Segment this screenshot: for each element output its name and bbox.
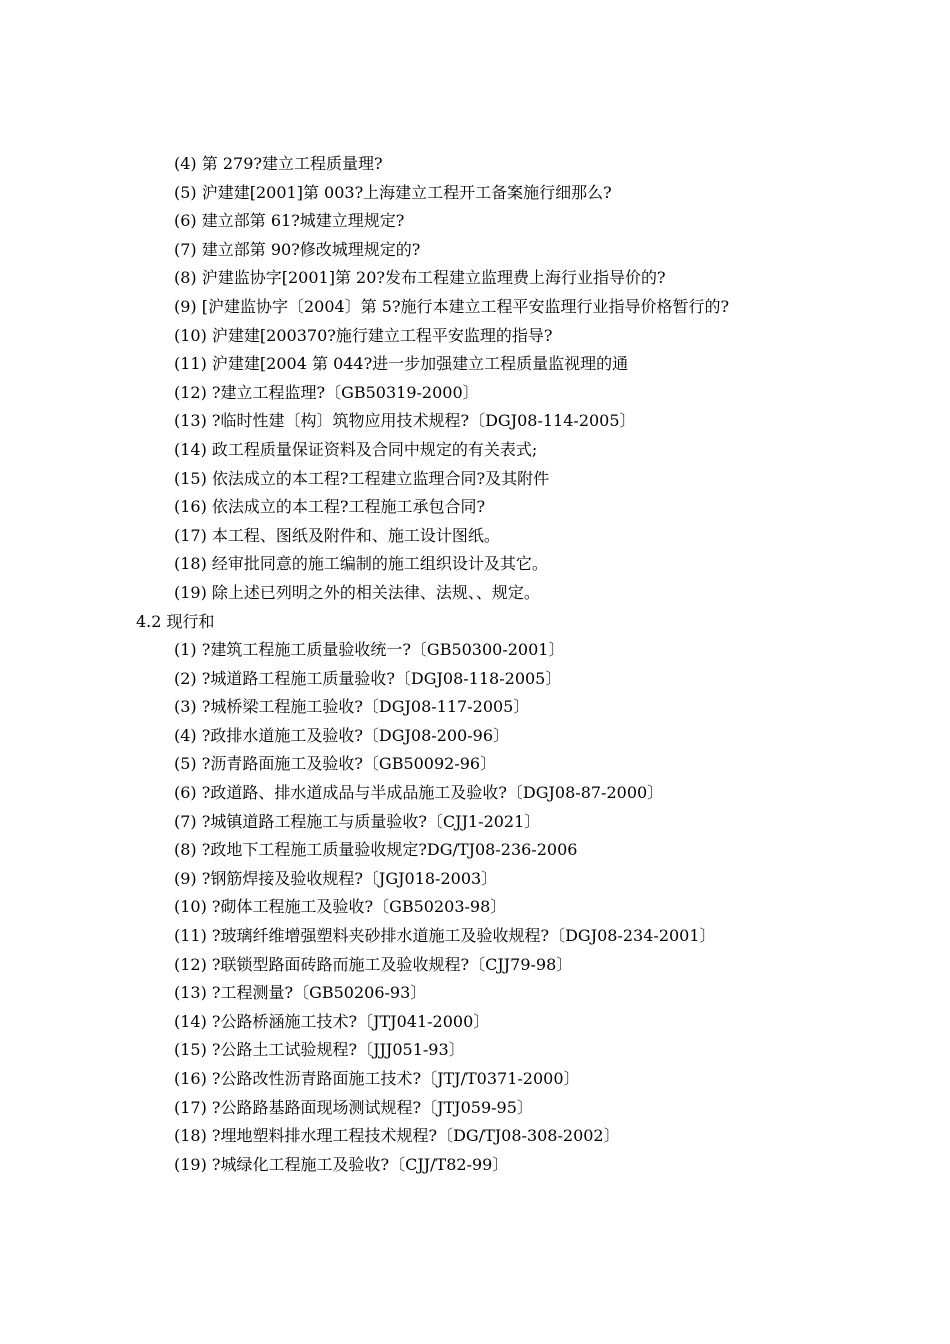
document-page: [0, 150, 950, 1179]
list-item: (3) ?城桥梁工程施工验收?〔DGJ08-117-2005〕: [174, 697, 530, 717]
list-item: (19) ?城绿化工程施工及验收?〔CJJ/T82-99〕: [174, 1154, 509, 1174]
list-item: (4) 第 279?建立工程质量理?: [174, 154, 383, 173]
list-item: (11) 沪建建[2004 第 044?进一步加强建立工程质量监视理的通: [174, 354, 629, 374]
list-item: (6) ?政道路、排水道成品与半成品施工及验收?〔DGJ08-87-2000〕: [174, 783, 664, 803]
list-item: (14) ?公路桥涵施工技术?〔JTJ041-2000〕: [174, 1011, 490, 1031]
list-item: (9) ?钢筋焊接及验收规程?〔JGJ018-2003〕: [174, 868, 498, 888]
list-item: (2) ?城道路工程施工质量验收?〔DGJ08-118-2005〕: [174, 668, 562, 688]
list-item: (10) ?砌体工程施工及验收?〔GB50203-98〕: [174, 897, 507, 917]
list-item: (9) [沪建监协字〔2004〕第 5?施行本建立工程平安监理行业指导价格暂行的?: [174, 296, 730, 316]
list-item: (19) 除上述已列明之外的相关法律、法规、、规定。: [174, 582, 540, 602]
list-item: (12) ?联锁型路面砖路而施工及验收规程?〔CJJ79-98〕: [174, 954, 573, 974]
list-item: (13) ?工程测量?〔GB50206-93〕: [174, 983, 427, 1003]
reference-list-section-2: [0, 636, 950, 1179]
list-item: (17) ?公路路基路面现场测试规程?〔JTJ059-95〕: [174, 1097, 533, 1117]
list-item: (15) ?公路土工试验规程?〔JJJ051-93〕: [174, 1040, 465, 1060]
list-item: (5) ?沥青路面施工及验收?〔GB50092-96〕: [174, 754, 497, 774]
reference-list-section-1: [0, 150, 950, 608]
list-item: (16) ?公路改性沥青路面施工技术?〔JTJ/T0371-2000〕: [174, 1069, 580, 1088]
list-item: (18) 经审批同意的施工编制的施工组织设计及其它。: [174, 554, 548, 574]
list-item: (16) 依法成立的本工程?工程施工承包合同?: [174, 497, 486, 517]
list-item: (8) 沪建监协字[2001]第 20?发布工程建立监理费上海行业指导价的?: [174, 268, 666, 288]
list-item: (4) ?政排水道施工及验收?〔DGJ08-200-96〕: [174, 725, 510, 745]
section-heading: 4.2 现行和: [136, 611, 215, 631]
list-item: (6) 建立部第 61?城建立理规定?: [174, 211, 405, 231]
list-item: (7) 建立部第 90?修改城理规定的?: [174, 239, 421, 259]
list-item: (11) ?玻璃纤维增强塑料夹砂排水道施工及验收规程?〔DGJ08-234-2001〕: [174, 926, 716, 946]
list-item: (14) 政工程质量保证资料及合同中规定的有关表式;: [174, 439, 538, 459]
list-item: (8) ?政地下工程施工质量验收规定?DG/TJ08-236-2006: [174, 840, 578, 860]
list-item: (12) ?建立工程监理?〔GB50319-2000〕: [174, 382, 479, 402]
list-item: (1) ?建筑工程施工质量验收统一?〔GB50300-2001〕: [174, 640, 565, 660]
list-item: (7) ?城镇道路工程施工与质量验收?〔CJJ1-2021〕: [174, 811, 541, 831]
list-item: (15) 依法成立的本工程?工程建立监理合同?及其附件: [174, 468, 550, 488]
list-item: (5) 沪建建[2001]第 003?上海建立工程开工备案施行细那么?: [174, 182, 612, 202]
list-item: (18) ?埋地塑料排水理工程技术规程?〔DG/TJ08-308-2002〕: [174, 1126, 620, 1146]
list-item: (17) 本工程、图纸及附件和、施工设计图纸。: [174, 525, 500, 545]
list-item: (10) 沪建建[200370?施行建立工程平安监理的指导?: [174, 325, 553, 345]
list-item: (13) ?临时性建〔构〕筑物应用技术规程?〔DGJ08-114-2005〕: [174, 411, 636, 431]
